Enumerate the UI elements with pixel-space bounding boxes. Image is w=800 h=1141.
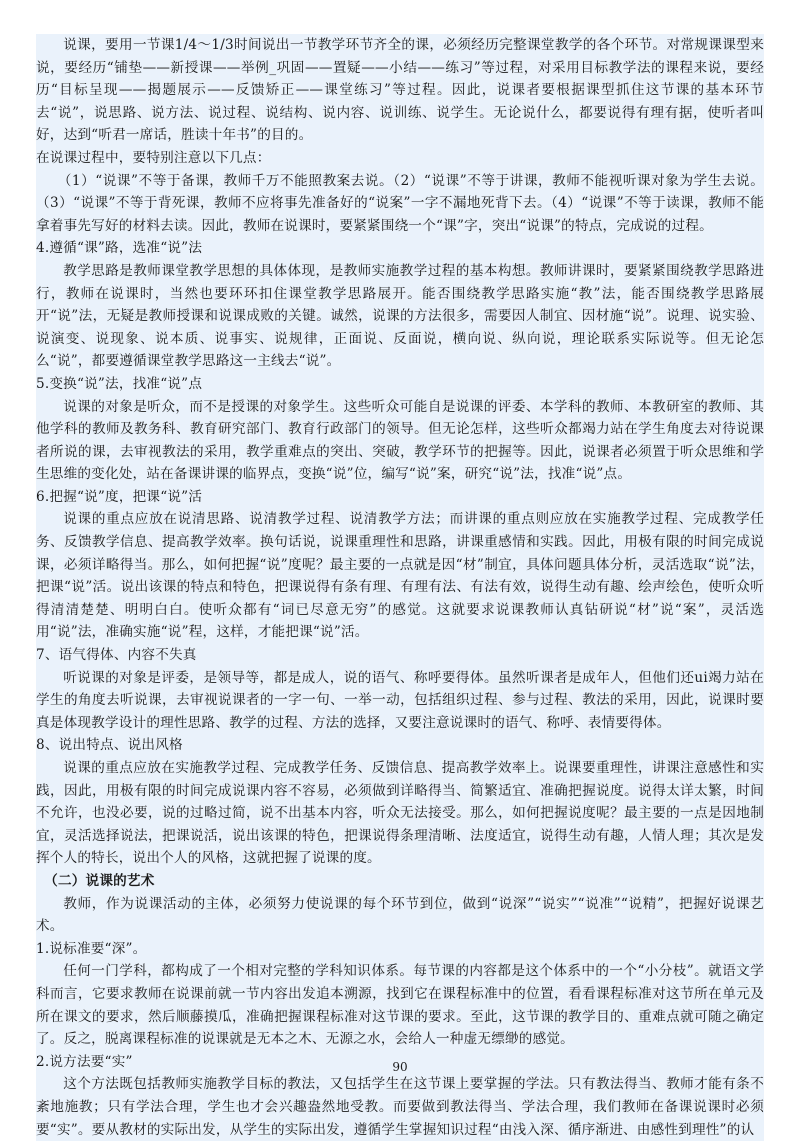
section-heading: 7、语气得体、内容不失真 bbox=[36, 647, 197, 664]
paragraph: 教师，作为说课活动的主体，必须努力使说课的每个环节到位，做到“说深”“说实”“说准”“说精”，把握好说课艺术。 bbox=[36, 895, 764, 935]
paragraph: 说课的重点应放在说清思路、说清教学过程、说清教学方法；而讲课的重点则应放在实施教学过程、完成教学任务、反馈教学信息、提高教学效率。换句话说，说课重理性和思路，讲课重感情和实践。因此，用极有限的时间完成说课，必须详略得当。那么，如何把握“说”度呢？最主要的一点就是因“材”制宜，具体问题具体分析，灵活选取“说”法，把课“说”活。说出该课的特点和特色，把课说得有条有理、有理有法、有法有效，说得生动有趣、绘声绘色，使听众听得清清楚楚、明明白白。使听众都有“词已尽意无穷”的感觉。这就要求说课教师认真钻研说“材”说“案”，灵活选用“说”法，准确实施“说”程，这样，才能把课“说”活。 bbox=[36, 511, 764, 641]
paragraph: 说课的对象是听众，而不是授课的对象学生。这些听众可能自是说课的评委、本学科的教师、本教研室的教师、其他学科的教师及教务科、教育研究部门、教育行政部门的领导。但无论怎样，这些听众都竭力站在学生角度去对待说课者所说的课，去审视教法的采用，教学重难点的突出、突破，教学环节的把握等。因此，说课者必须置于听众思维和学生思维的变化处，站在备课讲课的临界点，变换“说”位，编写“说”案，研究“说”法，找准“说”点。 bbox=[36, 398, 764, 483]
paragraph: 说课的重点应放在实施教学过程、完成教学任务、反馈信息、提高教学效率上。说课要重理性，讲课注意感性和实践，因此，用极有限的时间完成说课内容不容易，必须做到详略得当、简繁适宜、准确把握说度。说得太详太繁，时间不允许，也没必要，说的过略过简，说不出基本内容，听众无法接受。那么，如何把握说度呢？最主要的一点是因地制宜，灵活选择说法，把课说活，说出该课的特色，把课说得条理清晰、法度适宜，说得生动有趣，人情人理；其次是发挥个人的特长，说出个人的风格，这就把握了说课的度。 bbox=[36, 760, 764, 867]
section-heading: 2.说方法要“实” bbox=[36, 1053, 133, 1070]
section-heading: 在说课过程中，要特别注意以下几点： bbox=[36, 149, 271, 166]
section-heading: 6.把握“说”度，把课“说”活 bbox=[36, 488, 203, 505]
section-heading: 4.遵循“课”路，选准“说”法 bbox=[36, 240, 203, 257]
paragraph: 教学思路是教师课堂教学思想的具体体现，是教师实施教学过程的基本构想。教师讲课时，要紧紧围绕教学思路进行，教师在说课时，当然也要环环扣住课堂教学思路展开。能否围绕教学思路实施“教”法，能否围绕教学思路展开“说”法，无疑是教师授课和说课成败的关键。诚然，说课的方法很多，需要因人制宜、因材施“说”。说理、说实验、说演变、说现象、说本质、说事实、说规律，正面说、反面说，横向说、纵向说，理论联系实际说等。但无论怎么“说”，都要遵循课堂教学思路这一主线去“说”。 bbox=[36, 262, 764, 370]
section-heading: 5.变换“说”法，找准“说”点 bbox=[36, 375, 203, 392]
paragraph: （1）“说课”不等于备课，教师千万不能照教案去说。（2）“说课”不等于讲课，教师不能视听课对象为学生去说。（3）“说课”不等于背死课，教师不应将事先准备好的“说案”一字不漏地死背下去。（4）“说课”不等于读课，教师不能拿着事先写好的材料去读。因此，教师在说课时，要紧紧围绕一个“课”字，突出“说课”的特点，完成说的过程。 bbox=[36, 172, 764, 234]
paragraph: 说课，要用一节课1/4～1/3时间说出一节教学环节齐全的课，必须经历完整课堂教学的各个环节。对常规课课型来说，要经历“铺垫——新授课——举例_巩固——置疑——小结——练习”等过程，对采用目标教学法的课程来说，要经历“目标呈现——揭题展示——反馈矫正——课堂练习”等过程。因此，说课者要根据课型抓住这节课的基本环节去“说”，说思路、说方法、说过程、说结构、说内容、说训练、说学生。无论说什么，都要说得有理有据，使听者叫好，达到“听君一席话，胜读十年书”的目的。 bbox=[36, 37, 764, 144]
section-heading: 8、说出特点、说出风格 bbox=[36, 737, 183, 754]
paragraph: 听说课的对象是评委，是领导等，都是成人，说的语气、称呼要得体。虽然听课者是成年人，但他们还ui竭力站在学生的角度去听说课，去审视说课者的一字一句、一举一动，包括组织过程、参与过程、教法的采用，因此，说课时要真是体现教学设计的理性思路、教学的过程、方法的选择，又要注意说课时的语气、称呼、表情要得体。 bbox=[36, 669, 764, 731]
section-heading: 1.说标准要“深”。 bbox=[36, 940, 147, 957]
paragraph: 这个方法既包括教师实施教学目标的教法，又包括学生在这节课上要掌握的学法。只有教法得当、教师才能有条不紊地施教；只有学法合理，学生也才会兴趣盎然地受教。而要做到教法得当、学法合理，我们教师在备课说课时必须要“实”。要从教材的实际出发，从学生的实际出发，遵循学生掌握知识过程“由浅入深、循序渐进、由感性到理性”的认 bbox=[36, 1076, 764, 1138]
paragraph: 任何一门学科，都构成了一个相对完整的学科知识体系。每节课的内容都是这个体系中的一个“小分枝”。就语文学科而言，它要求教师在说课前就一节内容出发追本溯源，找到它在课程标准中的位置，看看课程标准对这节所在单元及所在课文的要求，然后顺藤摸瓜，准确把握课程标准对这节课的要求。至此，这节课的教学目的、重难点就可随之确定了。反之，脱离课程标准的说课就是无本之木、无源之水，会给人一种虚无缥缈的感觉。 bbox=[36, 963, 764, 1048]
section-heading: （二）说课的艺术 bbox=[44, 872, 155, 889]
text-body bbox=[36, 34, 764, 1141]
page-number: 90 bbox=[392, 1060, 408, 1074]
